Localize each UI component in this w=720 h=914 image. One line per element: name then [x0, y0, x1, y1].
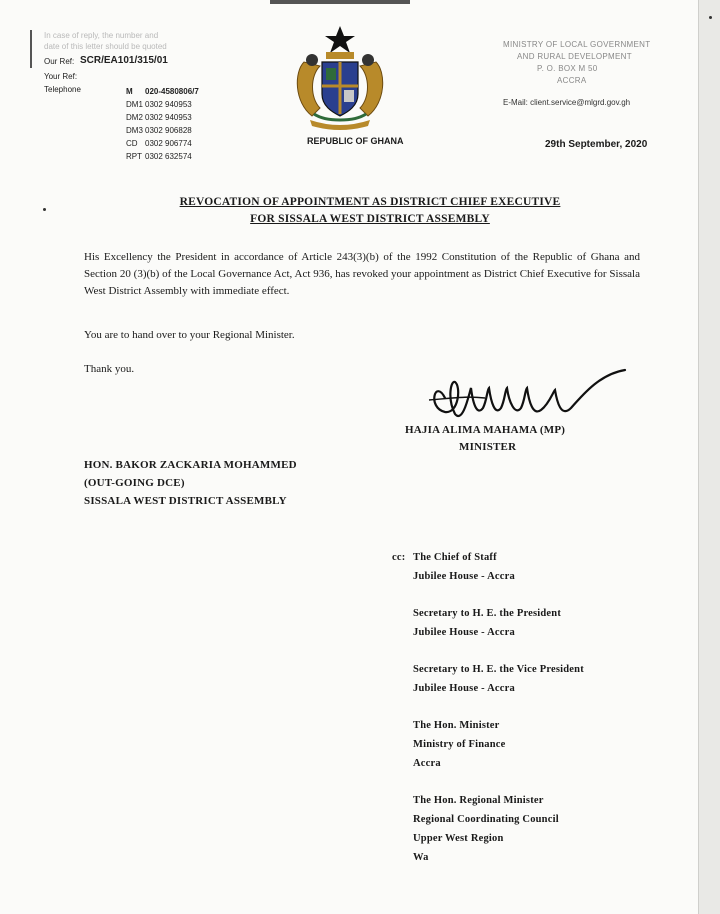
- body-paragraph-1: His Excellency the President in accordance of Article 243(3)(b) of the 1992 Constitution of the Republic of Ghana and Section 20 (3)(b) of the Local Governance Act, Act 936, has revoked your appointment as District Chief Executive for Sissala West District Assembly with immediate effect.: [84, 251, 640, 297]
- addressee-line-2: (OUT-GOING DCE): [84, 477, 185, 489]
- title-line-2: FOR SISSALA WEST DISTRICT ASSEMBLY: [250, 213, 490, 225]
- addressee-line-1: HON. BAKOR ZACKARIA MOHAMMED: [84, 459, 297, 471]
- cc-recipient-line: Ministry of Finance: [413, 739, 506, 750]
- phone-label-dm3: DM3: [126, 126, 143, 135]
- cc-recipient-line: Accra: [413, 758, 441, 769]
- cc-recipient-line: Jubilee House - Accra: [413, 683, 515, 694]
- ministry-line-1: MINISTRY OF LOCAL GOVERNMENT: [503, 40, 651, 49]
- ministry-line-2: AND RURAL DEVELOPMENT: [517, 52, 632, 61]
- reply-note-line-1: In case of reply, the number and: [44, 31, 159, 40]
- letter-date: 29th September, 2020: [545, 139, 648, 150]
- signatory-name: HAJIA ALIMA MAHAMA (MP): [405, 424, 566, 436]
- addressee-line-3: SISSALA WEST DISTRICT ASSEMBLY: [84, 495, 287, 507]
- cc-recipient-line: Jubilee House - Accra: [413, 627, 515, 638]
- cc-recipient-line: The Hon. Regional Minister: [413, 795, 544, 806]
- phone-number-dm3: 0302 906828: [145, 126, 192, 135]
- cc-recipient-line: Regional Coordinating Council: [413, 814, 559, 825]
- your-ref-label: Your Ref:: [44, 72, 78, 81]
- our-ref-value: SCR/EA101/315/01: [80, 55, 168, 66]
- phone-number-m: 020-4580806/7: [145, 87, 199, 96]
- top-scan-artifact: [270, 0, 410, 4]
- phone-label-dm1: DM1: [126, 100, 143, 109]
- phone-number-rpt: 0302 632574: [145, 152, 192, 161]
- cc-recipient-line: The Hon. Minister: [413, 720, 500, 731]
- our-ref-label: Our Ref:: [44, 57, 75, 66]
- phone-number-dm2: 0302 940953: [145, 113, 192, 122]
- ghana-coat-of-arms-icon: [290, 24, 390, 132]
- signature-icon: [425, 368, 635, 426]
- phone-number-dm1: 0302 940953: [145, 100, 192, 109]
- cc-recipient-line: Secretary to H. E. the Vice President: [413, 664, 584, 675]
- ministry-line-3: P. O. BOX M 50: [537, 64, 598, 73]
- cc-label: cc:: [392, 552, 406, 563]
- ministry-line-4: ACCRA: [557, 76, 587, 85]
- email-line: E-Mail: client.service@mlgrd.gov.gh: [503, 98, 631, 107]
- scan-speck: [709, 16, 712, 19]
- body-paragraph-3: Thank you.: [84, 363, 135, 375]
- phone-label-m: M: [126, 87, 133, 96]
- phone-number-cd: 0302 906774: [145, 139, 192, 148]
- cc-recipient-line: The Chief of Staff: [413, 552, 497, 563]
- margin-mark: [30, 30, 32, 68]
- signatory-title: MINISTER: [459, 441, 517, 453]
- page-edge: [698, 0, 720, 914]
- phone-label-rpt: RPT: [126, 152, 142, 161]
- cc-recipient-line: Jubilee House - Accra: [413, 571, 515, 582]
- cc-recipient-line: Wa: [413, 852, 429, 863]
- body-paragraph-2: You are to hand over to your Regional Minister.: [84, 329, 295, 341]
- reply-note-line-2: date of this letter should be quoted: [44, 42, 167, 51]
- telephone-label: Telephone: [44, 85, 81, 94]
- republic-of-ghana-label: REPUBLIC OF GHANA: [307, 136, 404, 146]
- phone-label-dm2: DM2: [126, 113, 143, 122]
- scan-speck: [43, 208, 46, 211]
- title-line-1: REVOCATION OF APPOINTMENT AS DISTRICT CHIEF EXECUTIVE: [179, 196, 561, 208]
- cc-recipient-line: Upper West Region: [413, 833, 504, 844]
- cc-recipient-line: Secretary to H. E. the President: [413, 608, 562, 619]
- phone-label-cd: CD: [126, 139, 138, 148]
